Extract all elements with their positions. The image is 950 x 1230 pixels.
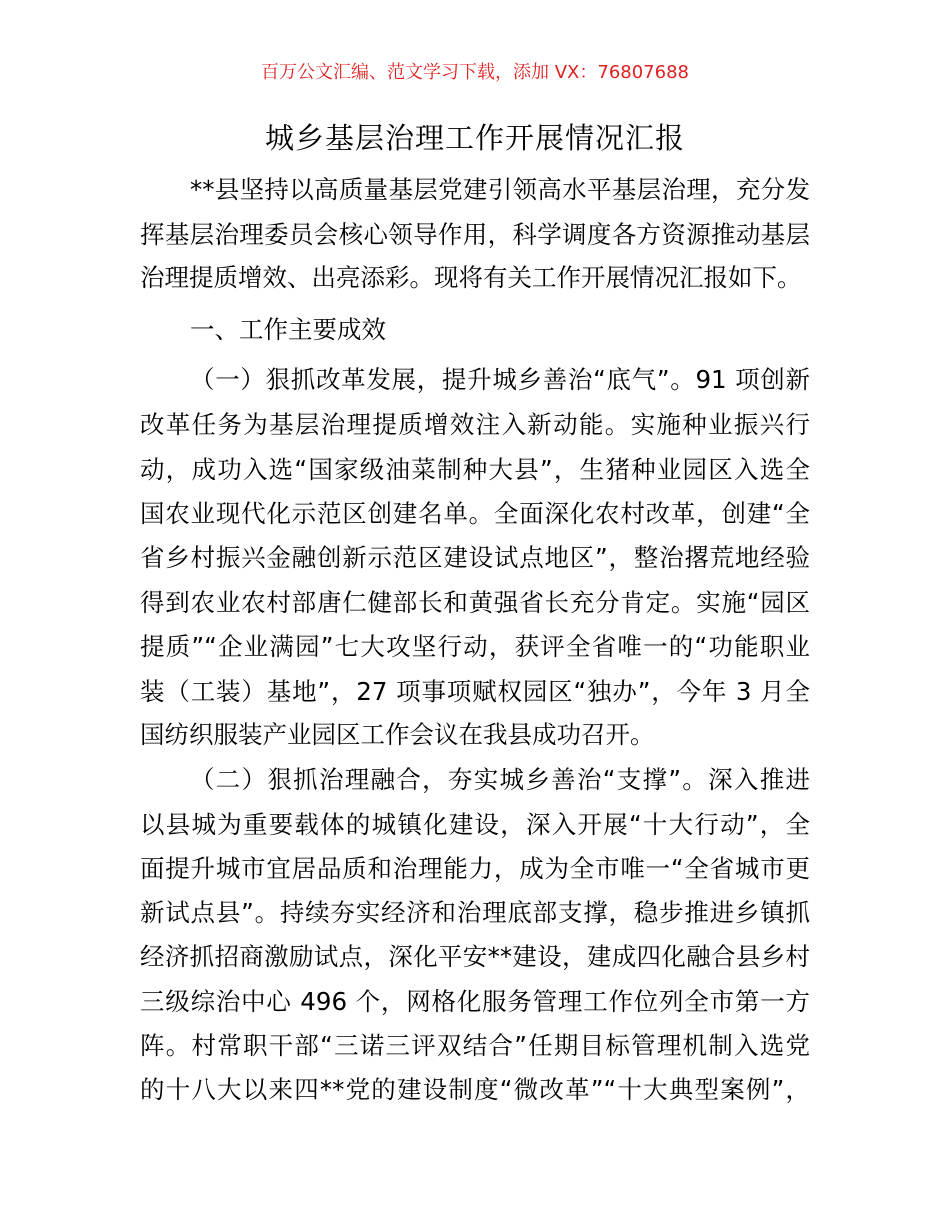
paragraph-line: 改革任务为基层治理提质增效注入新动能。实施种业振兴行: [140, 410, 810, 439]
paragraph-line: 挥基层治理委员会核心领导作用，科学调度各方资源推动基层: [140, 220, 810, 249]
paragraph-line: 装（工装）基地”，27 项事项赋权园区“独办”，今年 3 月全: [140, 677, 810, 706]
paragraph-line: 动，成功入选“国家级油菜制种大县”，生猪种业园区入选全: [140, 455, 810, 484]
paragraph-line: 的十八大以来四**党的建设制度“微改革”“十大典型案例”，: [140, 1075, 810, 1104]
paragraph-line: 新试点县”。持续夯实经济和治理底部支撑，稳步推进乡镇抓: [140, 898, 810, 927]
paragraph-line: **县坚持以高质量基层党建引领高水平基层治理，充分发: [190, 175, 810, 204]
paragraph-line: 面提升城市宜居品质和治理能力，成为全市唯一“全省城市更: [140, 854, 810, 883]
paragraph-line: 省乡村振兴金融创新示范区建设试点地区”，整治撂荒地经验: [140, 543, 810, 572]
paragraph-line: 治理提质增效、出亮添彩。现将有关工作开展情况汇报如下。: [140, 263, 802, 292]
paragraph-line: 国纺织服装产业园区工作会议在我县成功召开。: [140, 720, 655, 749]
paragraph-line: 得到农业农村部唐仁健部长和黄强省长充分肯定。实施“园区: [140, 588, 810, 617]
paragraph-line: 国农业现代化示范区创建名单。全面深化农村改革，创建“全: [140, 499, 810, 528]
document-title: 城乡基层治理工作开展情况汇报: [264, 121, 685, 155]
paragraph-line: 以县城为重要载体的城镇化建设，深入开展“十大行动”，全: [140, 810, 810, 839]
paragraph-line: （一）狠抓改革发展，提升城乡善治“底气”。91 项创新: [190, 365, 810, 394]
watermark-banner: 百万公文汇编、范文学习下载，添加 VX：76807688: [261, 62, 689, 83]
paragraph-line: 三级综治中心 496 个，网格化服务管理工作位列全市第一方: [140, 987, 810, 1016]
paragraph-line: 提质”“企业满园”七大攻坚行动，获评全省唯一的“功能职业: [140, 632, 810, 661]
paragraph-line: 阵。村常职干部“三诺三评双结合”任期目标管理机制入选党: [140, 1031, 810, 1060]
paragraph-line: （二）狠抓治理融合，夯实城乡善治“支撑”。深入推进: [190, 765, 810, 794]
paragraph-line: 经济抓招商激励试点，深化平安**建设，建成四化融合县乡村: [140, 942, 810, 971]
section-heading: 一、工作主要成效: [190, 315, 386, 344]
